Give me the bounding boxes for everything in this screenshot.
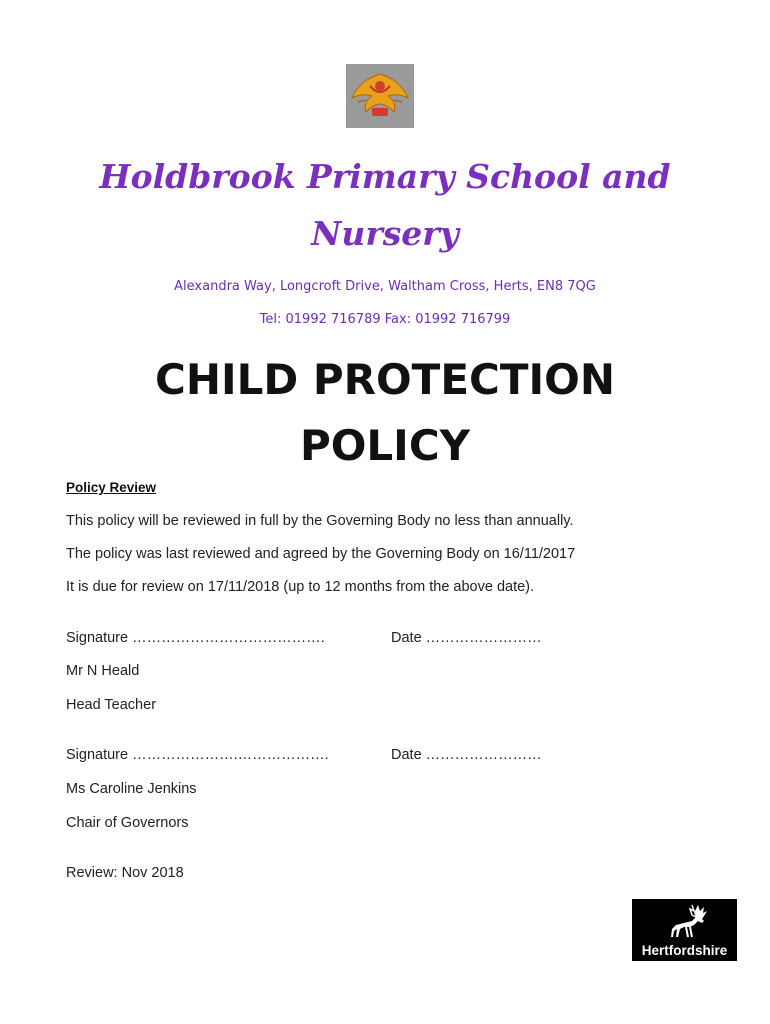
policy-review-heading: Policy Review bbox=[66, 480, 157, 495]
school-phone-fax: Tel: 01992 716789 Fax: 01992 716799 bbox=[259, 312, 511, 327]
signatory-name: Mr N Heald bbox=[66, 663, 140, 679]
review-date: Review: Nov 2018 bbox=[66, 865, 184, 881]
hertfordshire-logo bbox=[632, 899, 737, 961]
signature-line-chair: Signature ………………….………………. bbox=[66, 747, 329, 763]
policy-review-line3: It is due for review on 17/11/2018 (up to 12 months from the above date). bbox=[66, 579, 535, 595]
school-name-line2: Nursery bbox=[311, 214, 459, 253]
hertfordshire-label: Hertfordshire bbox=[641, 943, 728, 958]
document-title-line1: CHILD PROTECTION bbox=[155, 355, 615, 404]
school-name-line1: Holdbrook Primary School and bbox=[99, 157, 671, 196]
stag-icon bbox=[632, 899, 737, 943]
bird-crest-icon bbox=[346, 64, 414, 128]
signatory-name: Ms Caroline Jenkins bbox=[66, 781, 197, 797]
date-line-head-teacher: Date …………………… bbox=[391, 630, 542, 646]
signature-line-head-teacher: Signature …………………………………. bbox=[66, 630, 325, 646]
policy-review-line1: This policy will be reviewed in full by the Governing Body no less than annually. bbox=[66, 513, 574, 529]
school-address: Alexandra Way, Longcroft Drive, Waltham Cross, Herts, EN8 7QG bbox=[174, 279, 596, 294]
school-logo bbox=[346, 64, 414, 128]
document-title-line2: POLICY bbox=[299, 421, 471, 470]
policy-review-line2: The policy was last reviewed and agreed by the Governing Body on 16/11/2017 bbox=[66, 546, 576, 562]
date-line-chair: Date …………………… bbox=[391, 747, 542, 763]
signatory-role: Chair of Governors bbox=[66, 815, 189, 831]
signatory-role: Head Teacher bbox=[66, 697, 157, 713]
